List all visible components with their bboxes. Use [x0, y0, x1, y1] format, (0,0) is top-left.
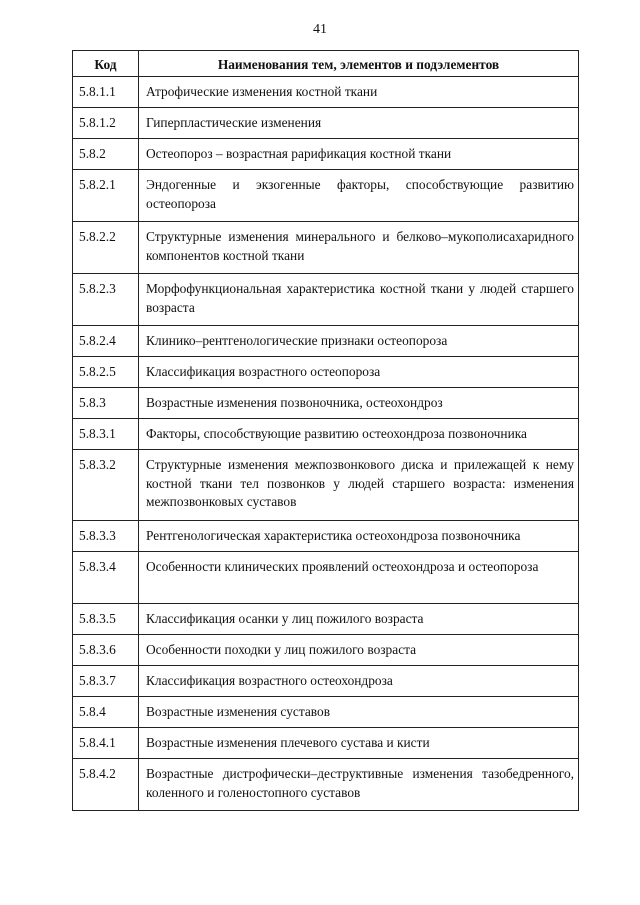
row-topic-name: Классификация возрастного остеохондроза: [139, 666, 579, 697]
row-code: 5.8.2.2: [73, 222, 139, 274]
table-row: [73, 77, 579, 108]
table-row: [73, 170, 579, 222]
table-row: [73, 666, 579, 697]
row-topic-name: Гиперпластические изменения: [139, 108, 579, 139]
row-code: 5.8.2.5: [73, 357, 139, 388]
table-row: [73, 521, 579, 552]
column-header-code: Код: [73, 51, 139, 77]
row-code: 5.8.3.6: [73, 635, 139, 666]
table-row: [73, 697, 579, 728]
table-row: [73, 728, 579, 759]
table-row: [73, 222, 579, 274]
row-code: 5.8.1.1: [73, 77, 139, 108]
table-row: [73, 326, 579, 357]
row-code: 5.8.4: [73, 697, 139, 728]
table-row: [73, 450, 579, 521]
page-number: 41: [313, 22, 327, 37]
row-topic-name: Клинико–рентгенологические признаки остеопороза: [139, 326, 579, 357]
table-row: [73, 552, 579, 604]
row-code: 5.8.3.2: [73, 450, 139, 521]
row-code: 5.8.3.1: [73, 419, 139, 450]
row-code: 5.8.3.7: [73, 666, 139, 697]
table-row: [73, 419, 579, 450]
table-row: [73, 139, 579, 170]
row-topic-name: Возрастные изменения позвоночника, остеохондроз: [139, 388, 579, 419]
row-topic-name: Атрофические изменения костной ткани: [139, 77, 579, 108]
table-header-row: [73, 51, 579, 77]
table-row: [73, 108, 579, 139]
row-topic-name: Морфофункциональная характеристика костной ткани у людей старшего возраста: [139, 274, 579, 326]
row-code: 5.8.2: [73, 139, 139, 170]
column-header-name: Наименования тем, элементов и подэлементов: [139, 51, 579, 77]
row-topic-name: Возрастные изменения плечевого сустава и кисти: [139, 728, 579, 759]
row-topic-name: Структурные изменения межпозвонкового диска и прилежащей к нему костной ткани тел позвонков у людей старшего возраста: изменения межпозвонковых суставов: [139, 450, 579, 521]
row-code: 5.8.3.5: [73, 604, 139, 635]
row-topic-name: Особенности походки у лиц пожилого возраста: [139, 635, 579, 666]
row-topic-name: Рентгенологическая характеристика остеохондроза позвоночника: [139, 521, 579, 552]
topics-table: [72, 50, 579, 811]
row-code: 5.8.3.4: [73, 552, 139, 604]
table-row: [73, 357, 579, 388]
table-row: [73, 759, 579, 811]
row-topic-name: Классификация осанки у лиц пожилого возраста: [139, 604, 579, 635]
row-code: 5.8.2.3: [73, 274, 139, 326]
row-topic-name: Структурные изменения минерального и белково–мукополисахаридного компонентов костной ткани: [139, 222, 579, 274]
table-body: [73, 77, 579, 811]
table-row: [73, 635, 579, 666]
row-code: 5.8.4.1: [73, 728, 139, 759]
row-topic-name: Возрастные дистрофически–деструктивные изменения тазобедренного, коленного и голеностопного суставов: [139, 759, 579, 811]
row-code: 5.8.3: [73, 388, 139, 419]
row-code: 5.8.4.2: [73, 759, 139, 811]
table-row: [73, 388, 579, 419]
row-topic-name: Эндогенные и экзогенные факторы, способствующие развитию остеопороза: [139, 170, 579, 222]
row-code: 5.8.3.3: [73, 521, 139, 552]
table-row: [73, 274, 579, 326]
row-topic-name: Классификация возрастного остеопороза: [139, 357, 579, 388]
row-topic-name: Факторы, способствующие развитию остеохондроза позвоночника: [139, 419, 579, 450]
row-code: 5.8.2.1: [73, 170, 139, 222]
table-row: [73, 604, 579, 635]
row-code: 5.8.1.2: [73, 108, 139, 139]
row-topic-name: Особенности клинических проявлений остеохондроза и остеопороза: [139, 552, 579, 604]
row-topic-name: Возрастные изменения суставов: [139, 697, 579, 728]
row-topic-name: Остеопороз – возрастная рарификация костной ткани: [139, 139, 579, 170]
row-code: 5.8.2.4: [73, 326, 139, 357]
